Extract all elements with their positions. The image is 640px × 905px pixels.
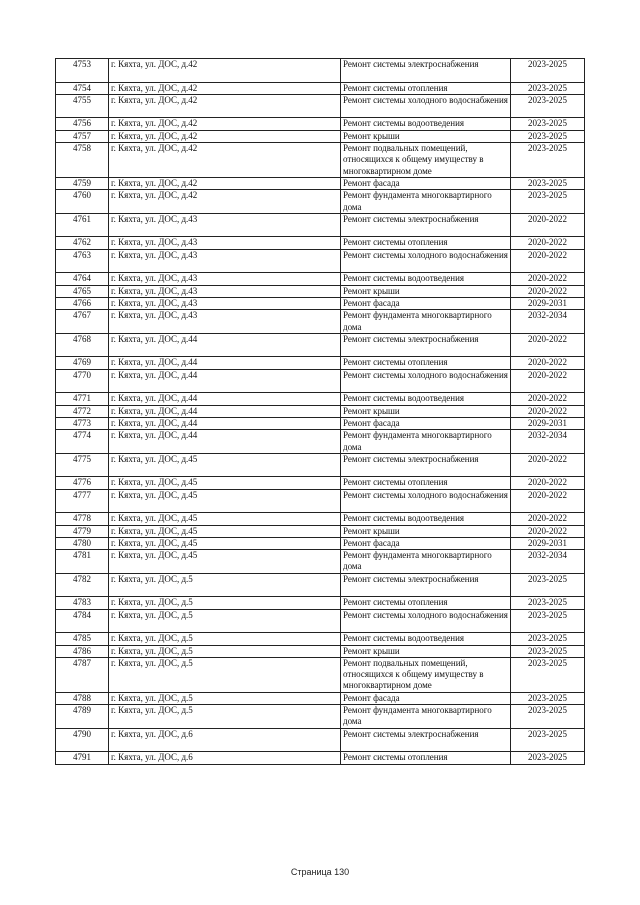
work-type-cell: Ремонт системы водоотведения <box>341 118 511 130</box>
period-cell: 2023-2025 <box>511 657 585 692</box>
row-number-cell: 4770 <box>56 369 109 393</box>
work-type-cell: Ремонт крыши <box>341 525 511 537</box>
period-cell: 2023-2025 <box>511 118 585 130</box>
period-cell: 2023-2025 <box>511 705 585 729</box>
work-type-cell: Ремонт системы электроснабжения <box>341 333 511 357</box>
work-type-cell: Ремонт фасада <box>341 297 511 309</box>
address-cell: г. Кяхта, ул. ДОС, д.6 <box>109 728 341 752</box>
row-number-cell: 4772 <box>56 405 109 417</box>
address-cell: г. Кяхта, ул. ДОС, д.45 <box>109 477 341 489</box>
table-row <box>56 190 585 214</box>
table-row <box>56 177 585 189</box>
work-type-cell: Ремонт крыши <box>341 130 511 142</box>
row-number-cell: 4763 <box>56 249 109 273</box>
address-cell: г. Кяхта, ул. ДОС, д.44 <box>109 417 341 429</box>
row-number-cell: 4774 <box>56 430 109 454</box>
address-cell: г. Кяхта, ул. ДОС, д.45 <box>109 453 341 477</box>
period-cell: 2020-2022 <box>511 369 585 393</box>
address-cell: г. Кяхта, ул. ДОС, д.5 <box>109 597 341 609</box>
period-cell: 2020-2022 <box>511 525 585 537</box>
row-number-cell: 4785 <box>56 633 109 645</box>
address-cell: г. Кяхта, ул. ДОС, д.45 <box>109 550 341 574</box>
period-cell: 2023-2025 <box>511 692 585 704</box>
row-number-cell: 4789 <box>56 705 109 729</box>
table-row <box>56 118 585 130</box>
table-row <box>56 692 585 704</box>
table-row <box>56 285 585 297</box>
address-cell: г. Кяхта, ул. ДОС, д.5 <box>109 705 341 729</box>
period-cell: 2023-2025 <box>511 597 585 609</box>
table-row <box>56 537 585 549</box>
row-number-cell: 4773 <box>56 417 109 429</box>
work-type-cell: Ремонт крыши <box>341 645 511 657</box>
table-row <box>56 513 585 525</box>
row-number-cell: 4766 <box>56 297 109 309</box>
address-cell: г. Кяхта, ул. ДОС, д.42 <box>109 82 341 94</box>
work-type-cell: Ремонт фасада <box>341 537 511 549</box>
address-cell: г. Кяхта, ул. ДОС, д.45 <box>109 537 341 549</box>
row-number-cell: 4791 <box>56 752 109 764</box>
table-row <box>56 633 585 645</box>
address-cell: г. Кяхта, ул. ДОС, д.43 <box>109 213 341 237</box>
row-number-cell: 4788 <box>56 692 109 704</box>
work-type-cell: Ремонт системы холодного водоснабжения <box>341 249 511 273</box>
period-cell: 2029-2031 <box>511 417 585 429</box>
period-cell: 2029-2031 <box>511 537 585 549</box>
work-type-cell: Ремонт системы отопления <box>341 597 511 609</box>
work-type-cell: Ремонт крыши <box>341 285 511 297</box>
row-number-cell: 4782 <box>56 573 109 597</box>
period-cell: 2020-2022 <box>511 513 585 525</box>
address-cell: г. Кяхта, ул. ДОС, д.44 <box>109 333 341 357</box>
address-cell: г. Кяхта, ул. ДОС, д.43 <box>109 237 341 249</box>
period-cell: 2023-2025 <box>511 94 585 118</box>
work-type-cell: Ремонт фасада <box>341 417 511 429</box>
row-number-cell: 4759 <box>56 177 109 189</box>
address-cell: г. Кяхта, ул. ДОС, д.44 <box>109 357 341 369</box>
work-type-cell: Ремонт системы холодного водоснабжения <box>341 609 511 633</box>
table-row <box>56 130 585 142</box>
address-cell: г. Кяхта, ул. ДОС, д.5 <box>109 645 341 657</box>
work-type-cell: Ремонт фундамента многоквартирного дома <box>341 430 511 454</box>
period-cell: 2023-2025 <box>511 752 585 764</box>
row-number-cell: 4777 <box>56 489 109 513</box>
address-cell: г. Кяхта, ул. ДОС, д.43 <box>109 310 341 334</box>
address-cell: г. Кяхта, ул. ДОС, д.42 <box>109 130 341 142</box>
work-type-cell: Ремонт системы электроснабжения <box>341 573 511 597</box>
address-cell: г. Кяхта, ул. ДОС, д.5 <box>109 692 341 704</box>
work-type-cell: Ремонт фасада <box>341 177 511 189</box>
address-cell: г. Кяхта, ул. ДОС, д.42 <box>109 190 341 214</box>
period-cell: 2032-2034 <box>511 430 585 454</box>
row-number-cell: 4786 <box>56 645 109 657</box>
row-number-cell: 4768 <box>56 333 109 357</box>
table-row <box>56 297 585 309</box>
work-type-cell: Ремонт системы холодного водоснабжения <box>341 489 511 513</box>
row-number-cell: 4758 <box>56 143 109 178</box>
row-number-cell: 4778 <box>56 513 109 525</box>
table-row <box>56 417 585 429</box>
table-row <box>56 597 585 609</box>
period-cell: 2020-2022 <box>511 393 585 405</box>
table-row <box>56 609 585 633</box>
work-type-cell: Ремонт системы отопления <box>341 237 511 249</box>
period-cell: 2020-2022 <box>511 453 585 477</box>
work-type-cell: Ремонт системы отопления <box>341 357 511 369</box>
row-number-cell: 4771 <box>56 393 109 405</box>
row-number-cell: 4762 <box>56 237 109 249</box>
table-body <box>56 59 585 765</box>
work-type-cell: Ремонт системы холодного водоснабжения <box>341 94 511 118</box>
period-cell: 2023-2025 <box>511 728 585 752</box>
work-type-cell: Ремонт фасада <box>341 692 511 704</box>
work-type-cell: Ремонт фундамента многоквартирного дома <box>341 310 511 334</box>
table-row <box>56 213 585 237</box>
period-cell: 2020-2022 <box>511 477 585 489</box>
work-type-cell: Ремонт системы водоотведения <box>341 633 511 645</box>
period-cell: 2023-2025 <box>511 609 585 633</box>
address-cell: г. Кяхта, ул. ДОС, д.42 <box>109 177 341 189</box>
row-number-cell: 4779 <box>56 525 109 537</box>
table-row <box>56 657 585 692</box>
row-number-cell: 4765 <box>56 285 109 297</box>
table-row <box>56 525 585 537</box>
table-row <box>56 430 585 454</box>
address-cell: г. Кяхта, ул. ДОС, д.5 <box>109 573 341 597</box>
period-cell: 2023-2025 <box>511 143 585 178</box>
table-row <box>56 705 585 729</box>
row-number-cell: 4754 <box>56 82 109 94</box>
period-cell: 2023-2025 <box>511 130 585 142</box>
work-type-cell: Ремонт подвальных помещений, относящихся к общему имуществу в многоквартирном доме <box>341 143 511 178</box>
work-type-cell: Ремонт системы электроснабжения <box>341 59 511 83</box>
address-cell: г. Кяхта, ул. ДОС, д.43 <box>109 297 341 309</box>
table-row <box>56 143 585 178</box>
row-number-cell: 4775 <box>56 453 109 477</box>
table-row <box>56 550 585 574</box>
table-row <box>56 728 585 752</box>
work-type-cell: Ремонт системы электроснабжения <box>341 213 511 237</box>
period-cell: 2020-2022 <box>511 237 585 249</box>
address-cell: г. Кяхта, ул. ДОС, д.5 <box>109 633 341 645</box>
period-cell: 2023-2025 <box>511 177 585 189</box>
address-cell: г. Кяхта, ул. ДОС, д.6 <box>109 752 341 764</box>
work-type-cell: Ремонт крыши <box>341 405 511 417</box>
work-type-cell: Ремонт системы отопления <box>341 752 511 764</box>
table-row <box>56 489 585 513</box>
row-number-cell: 4783 <box>56 597 109 609</box>
address-cell: г. Кяхта, ул. ДОС, д.45 <box>109 525 341 537</box>
address-cell: г. Кяхта, ул. ДОС, д.42 <box>109 94 341 118</box>
address-cell: г. Кяхта, ул. ДОС, д.45 <box>109 489 341 513</box>
row-number-cell: 4760 <box>56 190 109 214</box>
table-row <box>56 59 585 83</box>
work-type-cell: Ремонт фундамента многоквартирного дома <box>341 550 511 574</box>
table-row <box>56 82 585 94</box>
row-number-cell: 4784 <box>56 609 109 633</box>
address-cell: г. Кяхта, ул. ДОС, д.43 <box>109 285 341 297</box>
page-number: Страница 130 <box>290 867 350 877</box>
row-number-cell: 4756 <box>56 118 109 130</box>
table-row <box>56 453 585 477</box>
period-cell: 2020-2022 <box>511 489 585 513</box>
address-cell: г. Кяхта, ул. ДОС, д.5 <box>109 657 341 692</box>
work-type-cell: Ремонт фундамента многоквартирного дома <box>341 705 511 729</box>
table-row <box>56 477 585 489</box>
address-cell: г. Кяхта, ул. ДОС, д.44 <box>109 369 341 393</box>
row-number-cell: 4755 <box>56 94 109 118</box>
row-number-cell: 4767 <box>56 310 109 334</box>
table-row <box>56 333 585 357</box>
period-cell: 2020-2022 <box>511 405 585 417</box>
capital-repair-table <box>55 58 585 765</box>
period-cell: 2032-2034 <box>511 550 585 574</box>
table-row <box>56 393 585 405</box>
period-cell: 2020-2022 <box>511 213 585 237</box>
row-number-cell: 4776 <box>56 477 109 489</box>
row-number-cell: 4757 <box>56 130 109 142</box>
table-row <box>56 405 585 417</box>
row-number-cell: 4787 <box>56 657 109 692</box>
table-row <box>56 94 585 118</box>
table-row <box>56 273 585 285</box>
period-cell: 2020-2022 <box>511 285 585 297</box>
row-number-cell: 4790 <box>56 728 109 752</box>
address-cell: г. Кяхта, ул. ДОС, д.43 <box>109 273 341 285</box>
row-number-cell: 4753 <box>56 59 109 83</box>
table-row <box>56 573 585 597</box>
period-cell: 2020-2022 <box>511 249 585 273</box>
row-number-cell: 4769 <box>56 357 109 369</box>
table-row <box>56 357 585 369</box>
period-cell: 2023-2025 <box>511 190 585 214</box>
address-cell: г. Кяхта, ул. ДОС, д.42 <box>109 59 341 83</box>
address-cell: г. Кяхта, ул. ДОС, д.42 <box>109 143 341 178</box>
work-type-cell: Ремонт системы электроснабжения <box>341 453 511 477</box>
row-number-cell: 4781 <box>56 550 109 574</box>
table-row <box>56 237 585 249</box>
address-cell: г. Кяхта, ул. ДОС, д.42 <box>109 118 341 130</box>
work-type-cell: Ремонт системы электроснабжения <box>341 728 511 752</box>
address-cell: г. Кяхта, ул. ДОС, д.44 <box>109 393 341 405</box>
address-cell: г. Кяхта, ул. ДОС, д.5 <box>109 609 341 633</box>
address-cell: г. Кяхта, ул. ДОС, д.44 <box>109 405 341 417</box>
work-type-cell: Ремонт системы водоотведения <box>341 513 511 525</box>
period-cell: 2020-2022 <box>511 333 585 357</box>
row-number-cell: 4780 <box>56 537 109 549</box>
period-cell: 2020-2022 <box>511 357 585 369</box>
period-cell: 2029-2031 <box>511 297 585 309</box>
table-row <box>56 752 585 764</box>
work-type-cell: Ремонт системы отопления <box>341 82 511 94</box>
address-cell: г. Кяхта, ул. ДОС, д.44 <box>109 430 341 454</box>
work-type-cell: Ремонт системы водоотведения <box>341 393 511 405</box>
work-type-cell: Ремонт системы водоотведения <box>341 273 511 285</box>
table-row <box>56 310 585 334</box>
period-cell: 2023-2025 <box>511 573 585 597</box>
period-cell: 2032-2034 <box>511 310 585 334</box>
work-type-cell: Ремонт подвальных помещений, относящихся к общему имуществу в многоквартирном доме <box>341 657 511 692</box>
period-cell: 2023-2025 <box>511 82 585 94</box>
work-type-cell: Ремонт фундамента многоквартирного дома <box>341 190 511 214</box>
period-cell: 2020-2022 <box>511 273 585 285</box>
work-type-cell: Ремонт системы холодного водоснабжения <box>341 369 511 393</box>
row-number-cell: 4764 <box>56 273 109 285</box>
address-cell: г. Кяхта, ул. ДОС, д.43 <box>109 249 341 273</box>
table-row <box>56 249 585 273</box>
period-cell: 2023-2025 <box>511 645 585 657</box>
period-cell: 2023-2025 <box>511 59 585 83</box>
table-row <box>56 645 585 657</box>
work-type-cell: Ремонт системы отопления <box>341 477 511 489</box>
period-cell: 2023-2025 <box>511 633 585 645</box>
table-row <box>56 369 585 393</box>
row-number-cell: 4761 <box>56 213 109 237</box>
address-cell: г. Кяхта, ул. ДОС, д.45 <box>109 513 341 525</box>
